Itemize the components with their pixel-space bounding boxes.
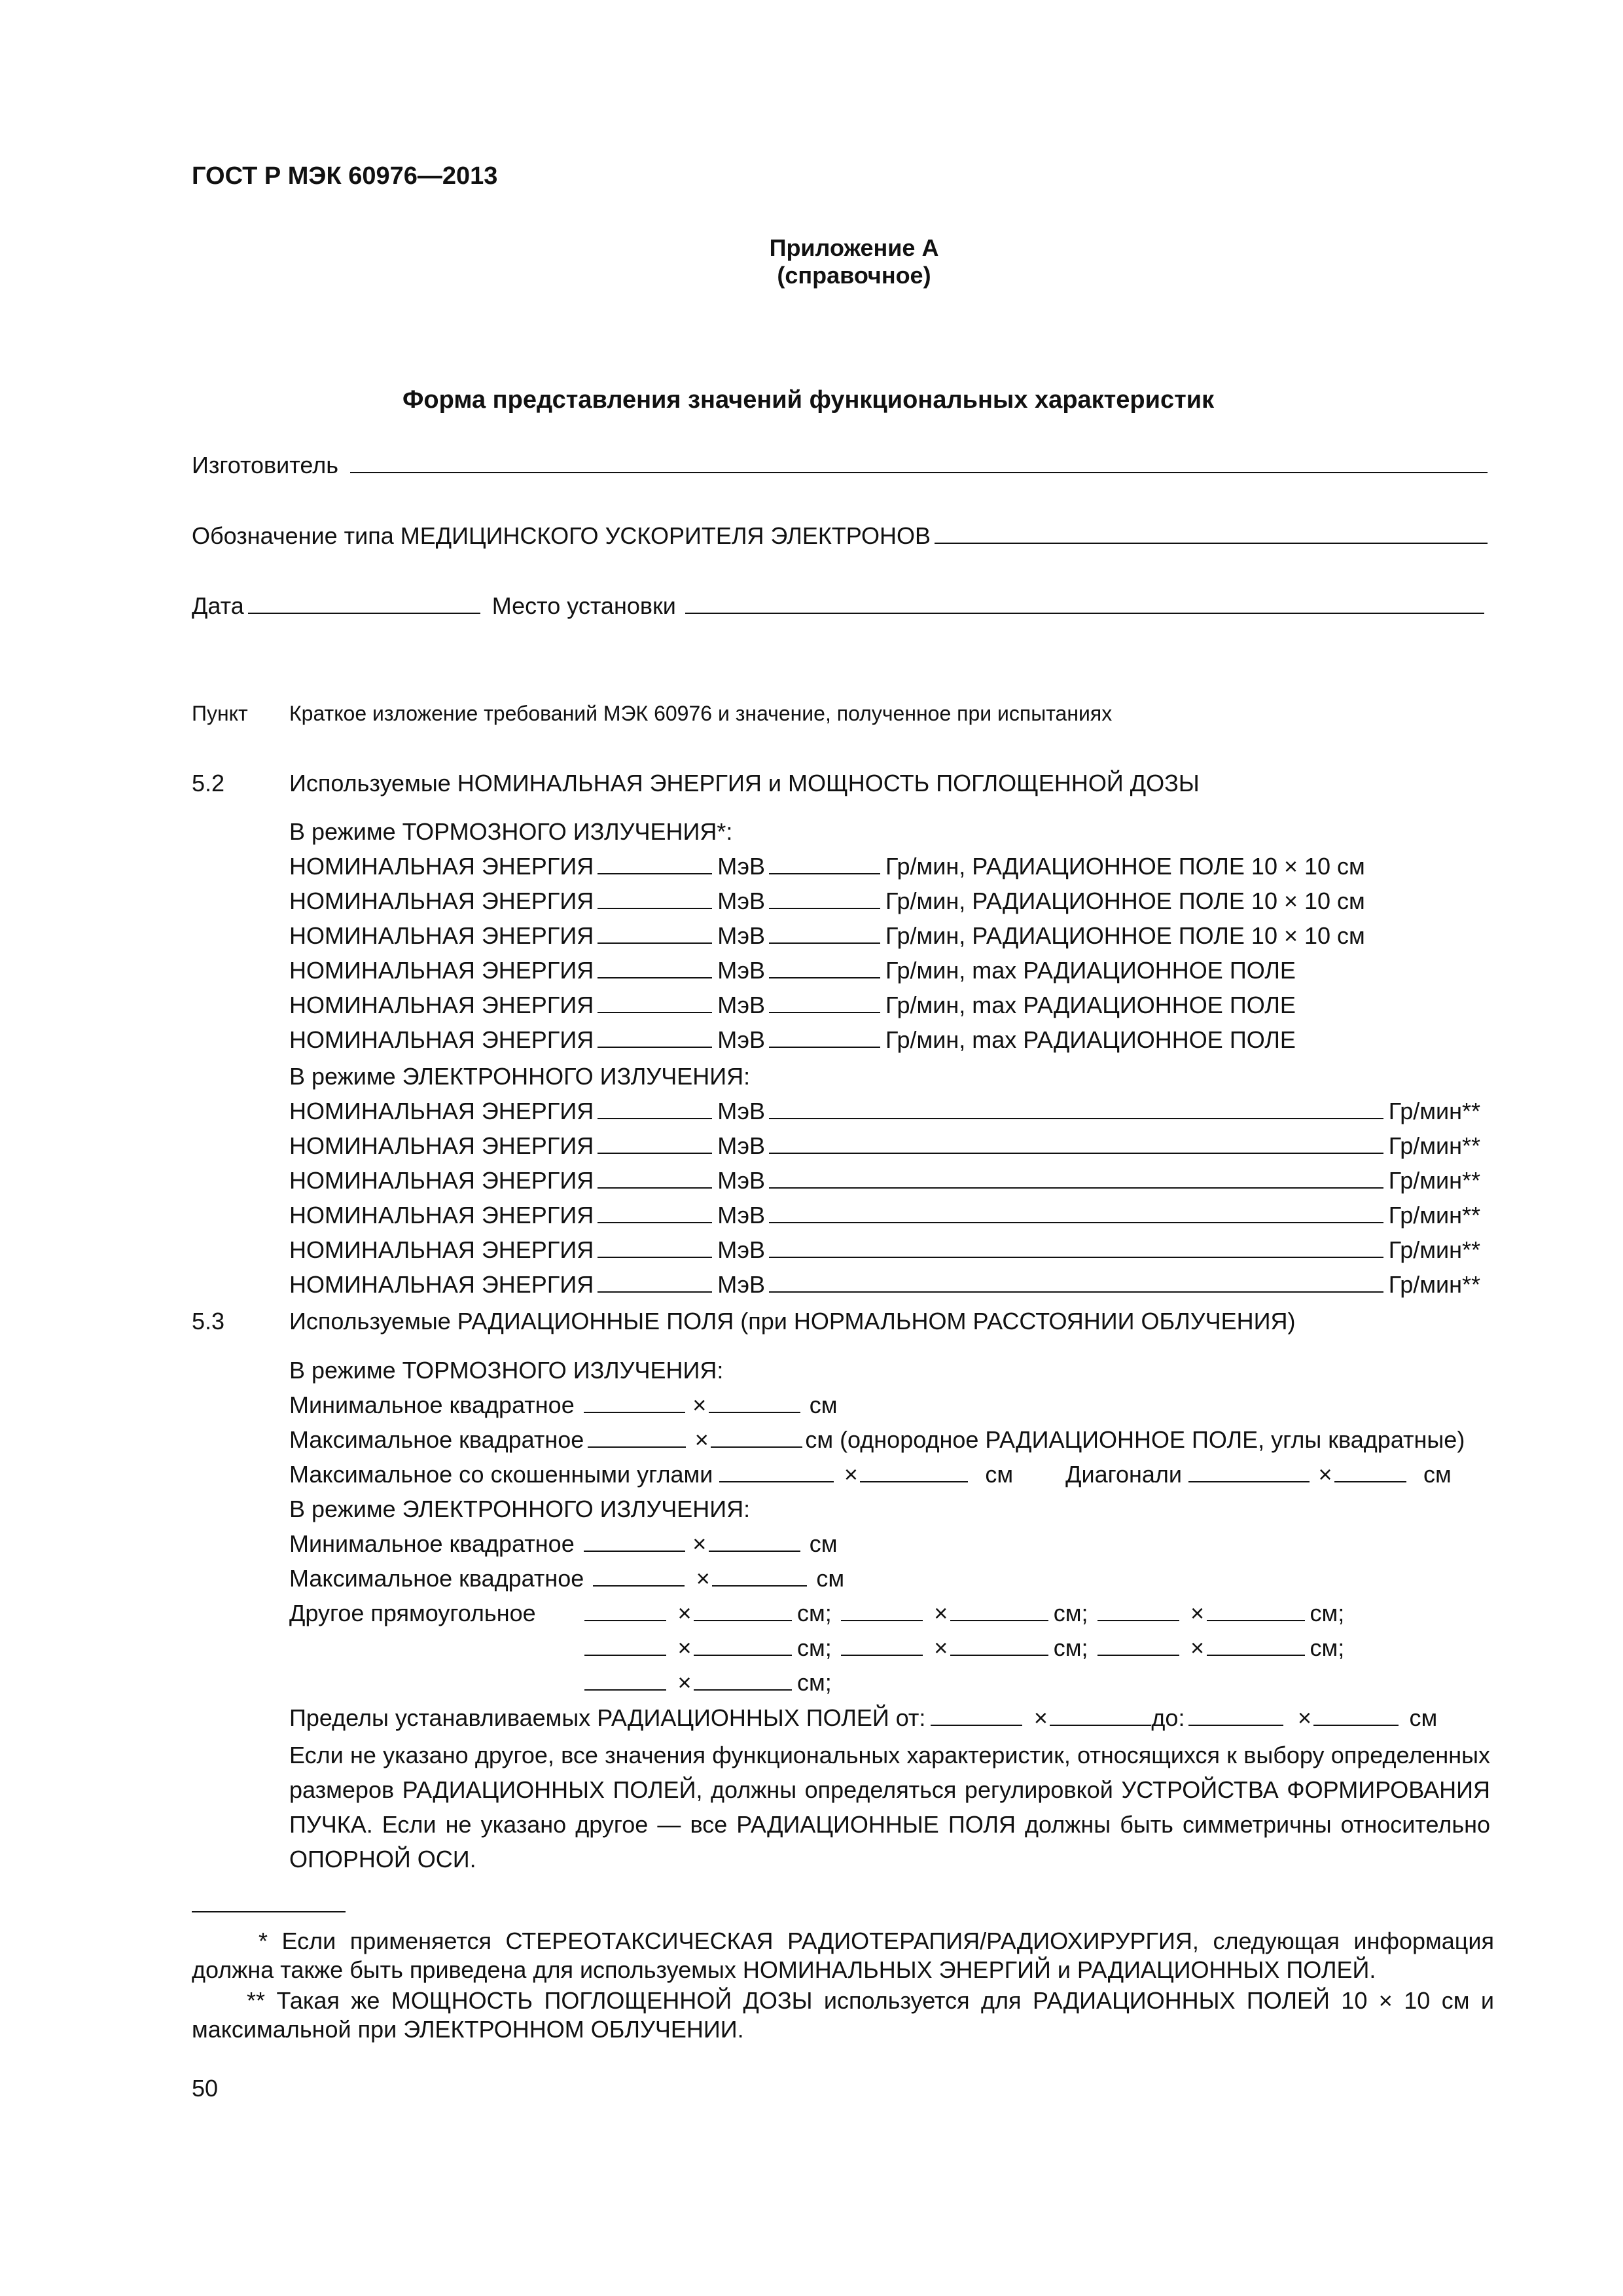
- dose-rate-field[interactable]: [769, 1272, 1383, 1293]
- times-sign: ×: [692, 1391, 707, 1418]
- footnote-1: * Если применяется СТЕРЕОТАКСИЧЕСКАЯ РАДИОТЕРАПИЯ/РАДИОХИРУРГИЯ, следующая информация должна также быть приведена для используемых НОМИНАЛЬНЫХ ЭНЕРГИЙ и РАДИАЦИОННЫХ ПОЛЕЙ.: [192, 1928, 1494, 1983]
- unit-cm: см;: [797, 1669, 832, 1696]
- limits-to-height-field[interactable]: [1313, 1705, 1399, 1726]
- other-rect-width-field[interactable]: [584, 1635, 666, 1656]
- times-sign: ×: [677, 1634, 692, 1661]
- nominal-energy-field[interactable]: [597, 1237, 712, 1258]
- electron-min-square-row: [289, 1530, 837, 1558]
- unit-mev: МэВ: [717, 1236, 765, 1263]
- unit-cm: см;: [1310, 1634, 1345, 1661]
- nominal-energy-label: НОМИНАЛЬНАЯ ЭНЕРГИЯ: [289, 1202, 594, 1229]
- nominal-energy-field[interactable]: [597, 992, 712, 1013]
- date-field[interactable]: [248, 593, 480, 614]
- dose-rate-field[interactable]: [769, 1237, 1383, 1258]
- brems-min-width-field[interactable]: [584, 1392, 685, 1413]
- nominal-energy-label: НОМИНАЛЬНАЯ ЭНЕРГИЯ: [289, 1236, 594, 1263]
- section-5-3-number: 5.3: [192, 1308, 225, 1335]
- times-sign: ×: [844, 1461, 858, 1488]
- unit-cm: см: [816, 1565, 845, 1592]
- times-sign: ×: [934, 1600, 948, 1626]
- times-sign: ×: [1297, 1704, 1311, 1731]
- diagonal-2-field[interactable]: [1334, 1462, 1406, 1482]
- nominal-energy-label: НОМИНАЛЬНАЯ ЭНЕРГИЯ: [289, 1026, 594, 1053]
- nominal-energy-label: НОМИНАЛЬНАЯ ЭНЕРГИЯ: [289, 1167, 594, 1194]
- unit-mev: МэВ: [717, 1271, 765, 1298]
- unit-mev: МэВ: [717, 888, 765, 914]
- column-summary-header: Краткое изложение требований МЭК 60976 и значение, полученное при испытаниях: [289, 702, 1113, 725]
- unit-mev: МэВ: [717, 1167, 765, 1194]
- electron-energy-row: [289, 1271, 1480, 1299]
- appendix-title: Приложение А: [769, 234, 939, 261]
- dose-rate-field[interactable]: [769, 1098, 1383, 1119]
- max-square-label: Максимальное квадратное: [289, 1565, 584, 1592]
- other-rect-row: [584, 1634, 1344, 1662]
- date-location-row: [192, 592, 1484, 620]
- times-sign: ×: [1033, 1704, 1048, 1731]
- other-rect-height-field[interactable]: [950, 1600, 1048, 1621]
- bremsstrahlung-energy-row: [289, 922, 1365, 950]
- unit-mev: МэВ: [717, 1098, 765, 1124]
- bremsstrahlung-energy-row: [289, 888, 1365, 915]
- dose-rate-field[interactable]: [769, 1133, 1383, 1154]
- type-designation-label: Обозначение типа МЕДИЦИНСКОГО УСКОРИТЕЛЯ ЭЛЕКТРОНОВ: [192, 522, 931, 549]
- other-rect-width-field[interactable]: [1097, 1635, 1179, 1656]
- bremsstrahlung-mode-heading: В режиме ТОРМОЗНОГО ИЗЛУЧЕНИЯ*:: [289, 818, 733, 845]
- beveled-height-field[interactable]: [860, 1462, 968, 1482]
- other-rect-height-field[interactable]: [1207, 1600, 1305, 1621]
- max-square-label: Максимальное квадратное: [289, 1426, 584, 1453]
- type-designation-row: [192, 522, 1488, 550]
- bremsstrahlung-energy-row: [289, 992, 1296, 1019]
- dose-rate-field[interactable]: [769, 1202, 1383, 1223]
- other-rect-row: [584, 1600, 1344, 1627]
- times-sign: ×: [1318, 1461, 1332, 1488]
- bremsstrahlung-energy-row: [289, 957, 1296, 984]
- unit-mev: МэВ: [717, 1132, 765, 1159]
- bremsstrahlung-energy-row: [289, 1026, 1296, 1054]
- appendix-subtitle: (справочное): [777, 262, 931, 289]
- times-sign: ×: [696, 1565, 710, 1592]
- form-title: Форма представления значений функциональных характеристик: [402, 386, 1215, 414]
- type-designation-field[interactable]: [935, 523, 1488, 544]
- dose-rate-condition: Гр/мин, РАДИАЦИОННОЕ ПОЛЕ 10 × 10 см: [885, 922, 1365, 949]
- other-rect-width-field[interactable]: [584, 1670, 666, 1691]
- min-square-label: Минимальное квадратное: [289, 1391, 575, 1418]
- dose-rate-unit: Гр/мин**: [1388, 1098, 1480, 1124]
- diagonal-1-field[interactable]: [1188, 1462, 1310, 1482]
- electron-mode-heading: В режиме ЭЛЕКТРОННОГО ИЗЛУЧЕНИЯ:: [289, 1063, 751, 1090]
- dose-rate-field[interactable]: [769, 1168, 1383, 1189]
- dose-rate-condition: Гр/мин, max РАДИАЦИОННОЕ ПОЛЕ: [885, 1026, 1296, 1053]
- field-limits-row: [289, 1704, 1437, 1732]
- electron-max-height-field[interactable]: [712, 1566, 807, 1587]
- dose-rate-field[interactable]: [769, 992, 880, 1013]
- times-sign: ×: [694, 1426, 709, 1453]
- nominal-energy-field[interactable]: [597, 1168, 712, 1189]
- electron-energy-row: [289, 1236, 1480, 1264]
- manufacturer-label: Изготовитель: [192, 452, 338, 478]
- field-bremsstrahlung-mode-heading: В режиме ТОРМОЗНОГО ИЗЛУЧЕНИЯ:: [289, 1357, 724, 1384]
- electron-energy-row: [289, 1167, 1480, 1194]
- section-5-2-number: 5.2: [192, 770, 225, 797]
- electron-energy-row: [289, 1202, 1480, 1229]
- limits-from-width-field[interactable]: [931, 1705, 1022, 1726]
- times-sign: ×: [1190, 1600, 1205, 1626]
- page-number: 50: [192, 2075, 219, 2102]
- diagonals-label: Диагонали: [1065, 1461, 1183, 1488]
- column-item-header: Пункт: [192, 702, 248, 725]
- nominal-energy-label: НОМИНАЛЬНАЯ ЭНЕРГИЯ: [289, 992, 594, 1018]
- dose-rate-field[interactable]: [769, 888, 880, 909]
- document-standard-header: ГОСТ Р МЭК 60976—2013: [192, 162, 498, 190]
- other-rect-row: [584, 1669, 832, 1696]
- unit-mev: МэВ: [717, 1202, 765, 1229]
- other-rect-width-field[interactable]: [841, 1600, 923, 1621]
- dose-rate-field[interactable]: [769, 958, 880, 978]
- unit-mev: МэВ: [717, 1026, 765, 1053]
- electron-min-height-field[interactable]: [709, 1531, 800, 1552]
- footnote-separator: [192, 1911, 346, 1912]
- times-sign: ×: [692, 1530, 707, 1557]
- location-field[interactable]: [685, 593, 1484, 614]
- to-label: до:: [1151, 1704, 1185, 1731]
- dose-rate-condition: Гр/мин, РАДИАЦИОННОЕ ПОЛЕ 10 × 10 см: [885, 853, 1365, 880]
- dose-rate-field[interactable]: [769, 853, 880, 874]
- section-5-3-title: Используемые РАДИАЦИОННЫЕ ПОЛЯ (при НОРМАЛЬНОМ РАССТОЯНИИ ОБЛУЧЕНИЯ): [289, 1308, 1296, 1335]
- electron-max-width-field[interactable]: [593, 1566, 685, 1587]
- dose-rate-unit: Гр/мин**: [1388, 1167, 1480, 1194]
- date-label: Дата: [192, 592, 244, 619]
- nominal-energy-label: НОМИНАЛЬНАЯ ЭНЕРГИЯ: [289, 1132, 594, 1159]
- electron-max-square-row: [289, 1565, 844, 1592]
- manufacturer-field[interactable]: [350, 452, 1488, 473]
- electron-min-width-field[interactable]: [584, 1531, 685, 1552]
- unit-cm: см;: [797, 1600, 832, 1626]
- limits-from-height-field[interactable]: [1050, 1705, 1151, 1726]
- dose-rate-condition: Гр/мин, max РАДИАЦИОННОЕ ПОЛЕ: [885, 992, 1296, 1018]
- field-electron-mode-heading: В режиме ЭЛЕКТРОННОГО ИЗЛУЧЕНИЯ:: [289, 1496, 751, 1522]
- nominal-energy-label: НОМИНАЛЬНАЯ ЭНЕРГИЯ: [289, 888, 594, 914]
- unit-cm: см;: [797, 1634, 832, 1661]
- nominal-energy-label: НОМИНАЛЬНАЯ ЭНЕРГИЯ: [289, 922, 594, 949]
- nominal-energy-label: НОМИНАЛЬНАЯ ЭНЕРГИЯ: [289, 957, 594, 984]
- dose-rate-condition: Гр/мин, max РАДИАЦИОННОЕ ПОЛЕ: [885, 957, 1296, 984]
- unit-cm: см: [985, 1461, 1014, 1488]
- other-rect-height-field[interactable]: [694, 1635, 792, 1656]
- other-rect-height-field[interactable]: [694, 1600, 792, 1621]
- nominal-energy-field[interactable]: [597, 1098, 712, 1119]
- dose-rate-field[interactable]: [769, 1027, 880, 1048]
- limits-label: Пределы устанавливаемых РАДИАЦИОННЫХ ПОЛЕЙ от:: [289, 1704, 926, 1731]
- nominal-energy-field[interactable]: [597, 1027, 712, 1048]
- bremsstrahlung-energy-row: [289, 853, 1365, 880]
- other-rect-width-field[interactable]: [584, 1600, 666, 1621]
- nominal-energy-field[interactable]: [597, 1202, 712, 1223]
- other-rect-height-field[interactable]: [1207, 1635, 1305, 1656]
- section-5-3-note: Если не указано другое, все значения функциональных характеристик, относящихся к выбору определенных размеров РАДИАЦИОННЫХ ПОЛЕЙ, должны определяться регулировкой УСТРОЙСТВА ФОРМИРОВАНИЯ ПУЧКА. Если не указано другое — все РАДИАЦИОННЫЕ ПОЛЯ должны быть симметричны относительно ОПОРНОЙ ОСИ.: [289, 1742, 1490, 1873]
- dose-rate-unit: Гр/мин**: [1388, 1271, 1480, 1298]
- dose-rate-unit: Гр/мин**: [1388, 1202, 1480, 1229]
- nominal-energy-field[interactable]: [597, 923, 712, 944]
- unit-cm: см: [809, 1530, 838, 1557]
- brems-min-height-field[interactable]: [709, 1392, 800, 1413]
- other-rect-label: Другое прямоугольное: [289, 1600, 536, 1626]
- nominal-energy-field[interactable]: [597, 888, 712, 909]
- dose-rate-unit: Гр/мин**: [1388, 1236, 1480, 1263]
- nominal-energy-field[interactable]: [597, 853, 712, 874]
- brems-max-square-row: [289, 1426, 1465, 1454]
- other-rect-width-field[interactable]: [841, 1635, 923, 1656]
- brems-max-width-field[interactable]: [588, 1427, 686, 1448]
- times-sign: ×: [677, 1669, 692, 1696]
- brems-max-beveled-row: [289, 1461, 1452, 1488]
- other-rect-height-field[interactable]: [694, 1670, 792, 1691]
- manufacturer-row: [192, 452, 1488, 479]
- nominal-energy-field[interactable]: [597, 958, 712, 978]
- max-beveled-label: Максимальное со скошенными углами: [289, 1461, 713, 1488]
- brems-max-height-field[interactable]: [711, 1427, 802, 1448]
- unit-cm: см: [1409, 1704, 1438, 1731]
- dose-rate-unit: Гр/мин**: [1388, 1132, 1480, 1159]
- times-sign: ×: [677, 1600, 692, 1626]
- electron-energy-row: [289, 1098, 1480, 1125]
- unit-mev: МэВ: [717, 957, 765, 984]
- unit-mev: МэВ: [717, 922, 765, 949]
- times-sign: ×: [934, 1634, 948, 1661]
- unit-mev: МэВ: [717, 853, 765, 880]
- unit-cm: см: [1423, 1461, 1452, 1488]
- nominal-energy-label: НОМИНАЛЬНАЯ ЭНЕРГИЯ: [289, 1098, 594, 1124]
- min-square-label: Минимальное квадратное: [289, 1530, 575, 1557]
- beveled-width-field[interactable]: [719, 1462, 834, 1482]
- dose-rate-condition: Гр/мин, РАДИАЦИОННОЕ ПОЛЕ 10 × 10 см: [885, 888, 1365, 914]
- unit-cm: см;: [1053, 1634, 1088, 1661]
- times-sign: ×: [1190, 1634, 1205, 1661]
- nominal-energy-field[interactable]: [597, 1133, 712, 1154]
- unit-mev: МэВ: [717, 992, 765, 1018]
- limits-to-width-field[interactable]: [1188, 1705, 1283, 1726]
- electron-energy-row: [289, 1132, 1480, 1160]
- unit-cm: см;: [1053, 1600, 1088, 1626]
- dose-rate-field[interactable]: [769, 923, 880, 944]
- unit-cm: см: [809, 1391, 838, 1418]
- unit-cm: см;: [1310, 1600, 1345, 1626]
- max-square-note: см (однородное РАДИАЦИОННОЕ ПОЛЕ, углы квадратные): [805, 1426, 1465, 1453]
- nominal-energy-field[interactable]: [597, 1272, 712, 1293]
- nominal-energy-label: НОМИНАЛЬНАЯ ЭНЕРГИЯ: [289, 853, 594, 880]
- section-5-2-title: Используемые НОМИНАЛЬНАЯ ЭНЕРГИЯ и МОЩНОСТЬ ПОГЛОЩЕННОЙ ДОЗЫ: [289, 770, 1200, 797]
- location-label: Место установки: [491, 592, 676, 619]
- nominal-energy-label: НОМИНАЛЬНАЯ ЭНЕРГИЯ: [289, 1271, 594, 1298]
- brems-min-square-row: [289, 1391, 837, 1419]
- other-rect-height-field[interactable]: [950, 1635, 1048, 1656]
- footnote-2: ** Такая же МОЩНОСТЬ ПОГЛОЩЕННОЙ ДОЗЫ используется для РАДИАЦИОННЫХ ПОЛЕЙ 10 × 10 см и максимальной при ЭЛЕКТРОННОМ ОБЛУЧЕНИИ.: [192, 1987, 1494, 2043]
- other-rect-width-field[interactable]: [1097, 1600, 1179, 1621]
